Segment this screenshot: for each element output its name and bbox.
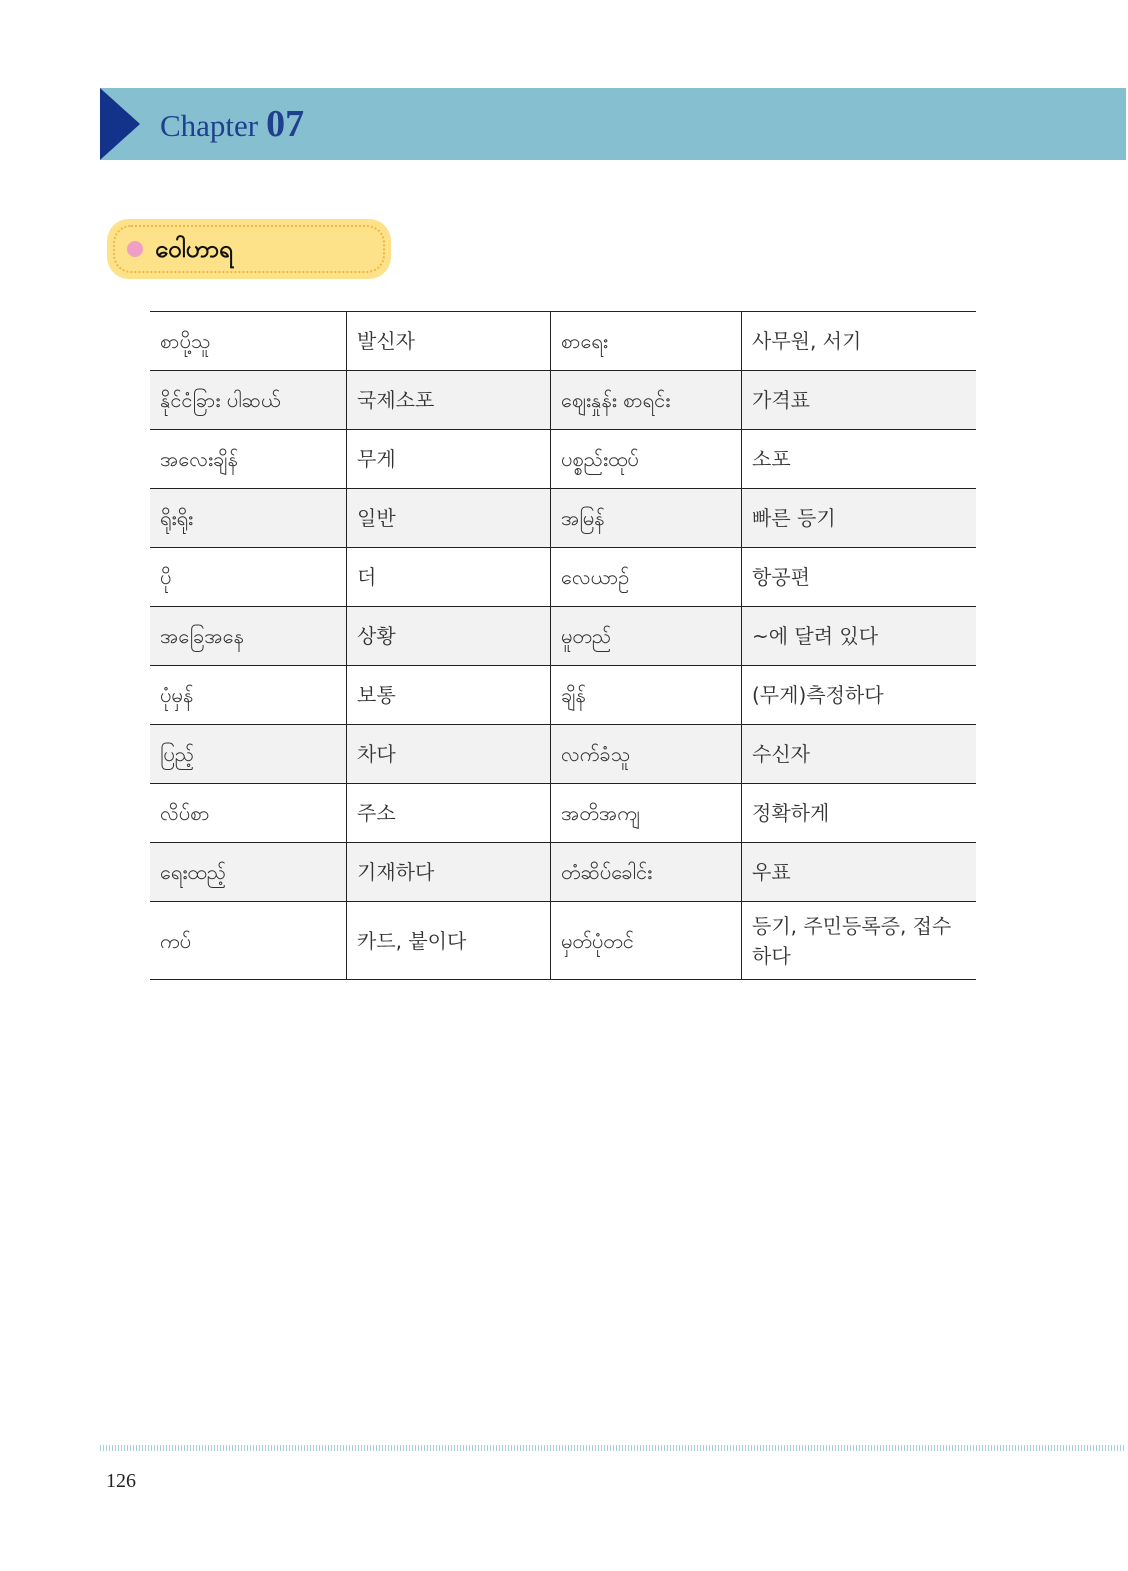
myanmar-word-cell: ပို: [150, 548, 347, 607]
korean-meaning-cell: 가격표: [742, 371, 977, 430]
korean-meaning-cell: 항공편: [742, 548, 977, 607]
table-row: [150, 430, 976, 489]
korean-meaning-cell: 보통: [347, 666, 551, 725]
section-title: ဝေါဟာရ: [155, 235, 233, 263]
myanmar-word-cell: ရိုးရိုး: [150, 489, 347, 548]
korean-meaning-cell: 빠른 등기: [742, 489, 977, 548]
korean-meaning-cell: 더: [347, 548, 551, 607]
table-row: [150, 902, 976, 980]
chapter-heading: [160, 102, 304, 148]
korean-meaning-cell: 소포: [742, 430, 977, 489]
table-row: [150, 371, 976, 430]
korean-meaning-cell: 등기, 주민등록증, 접수하다: [742, 902, 977, 980]
myanmar-word-cell: အခြေအနေ: [150, 607, 347, 666]
myanmar-word-cell: ကပ်: [150, 902, 347, 980]
table-row: [150, 548, 976, 607]
myanmar-word-cell: မှတ်ပုံတင်: [551, 902, 742, 980]
myanmar-word-cell: ပစ္စည်းထုပ်: [551, 430, 742, 489]
table-row: [150, 666, 976, 725]
myanmar-word-cell: စာရေး: [551, 312, 742, 371]
triangle-marker-icon: [100, 88, 140, 160]
korean-meaning-cell: 우표: [742, 843, 977, 902]
myanmar-word-cell: လိပ်စာ: [150, 784, 347, 843]
badge-dotted-border: [113, 225, 385, 273]
table-row: [150, 725, 976, 784]
korean-meaning-cell: 정확하게: [742, 784, 977, 843]
chapter-label: Chapter: [160, 108, 259, 143]
korean-meaning-cell: 무게: [347, 430, 551, 489]
korean-meaning-cell: (무게)측정하다: [742, 666, 977, 725]
korean-meaning-cell: 상황: [347, 607, 551, 666]
myanmar-word-cell: လေယာဉ်: [551, 548, 742, 607]
korean-meaning-cell: 발신자: [347, 312, 551, 371]
table-row: [150, 489, 976, 548]
korean-meaning-cell: 주소: [347, 784, 551, 843]
myanmar-word-cell: အတိအကျ: [551, 784, 742, 843]
page-number: 126: [106, 1470, 136, 1492]
myanmar-word-cell: ပြည့်: [150, 725, 347, 784]
bullet-dot-icon: [127, 241, 143, 257]
table-row: [150, 784, 976, 843]
myanmar-word-cell: မူတည်: [551, 607, 742, 666]
korean-meaning-cell: 사무원, 서기: [742, 312, 977, 371]
korean-meaning-cell: 일반: [347, 489, 551, 548]
korean-meaning-cell: 기재하다: [347, 843, 551, 902]
table-row: [150, 843, 976, 902]
myanmar-word-cell: တံဆိပ်ခေါင်း: [551, 843, 742, 902]
myanmar-word-cell: ဈေးနှုန်း စာရင်း: [551, 371, 742, 430]
korean-meaning-cell: 수신자: [742, 725, 977, 784]
myanmar-word-cell: အလေးချိန်: [150, 430, 347, 489]
myanmar-word-cell: စာပို့သူ: [150, 312, 347, 371]
myanmar-word-cell: ရေးထည့်: [150, 843, 347, 902]
myanmar-word-cell: ပုံမှန်: [150, 666, 347, 725]
korean-meaning-cell: 국제소포: [347, 371, 551, 430]
myanmar-word-cell: ချိန်: [551, 666, 742, 725]
section-badge: [107, 219, 391, 279]
table-row: [150, 607, 976, 666]
footer-dotted-line: [100, 1445, 1126, 1451]
chapter-banner: [100, 88, 1126, 160]
table-row: [150, 312, 976, 371]
myanmar-word-cell: နိုင်ငံခြား ပါဆယ်: [150, 371, 347, 430]
chapter-number: 07: [266, 103, 305, 145]
korean-meaning-cell: 차다: [347, 725, 551, 784]
korean-meaning-cell: 카드, 붙이다: [347, 902, 551, 980]
korean-meaning-cell: ~에 달려 있다: [742, 607, 977, 666]
vocabulary-table: [150, 311, 976, 980]
myanmar-word-cell: အမြန်: [551, 489, 742, 548]
myanmar-word-cell: လက်ခံသူ: [551, 725, 742, 784]
